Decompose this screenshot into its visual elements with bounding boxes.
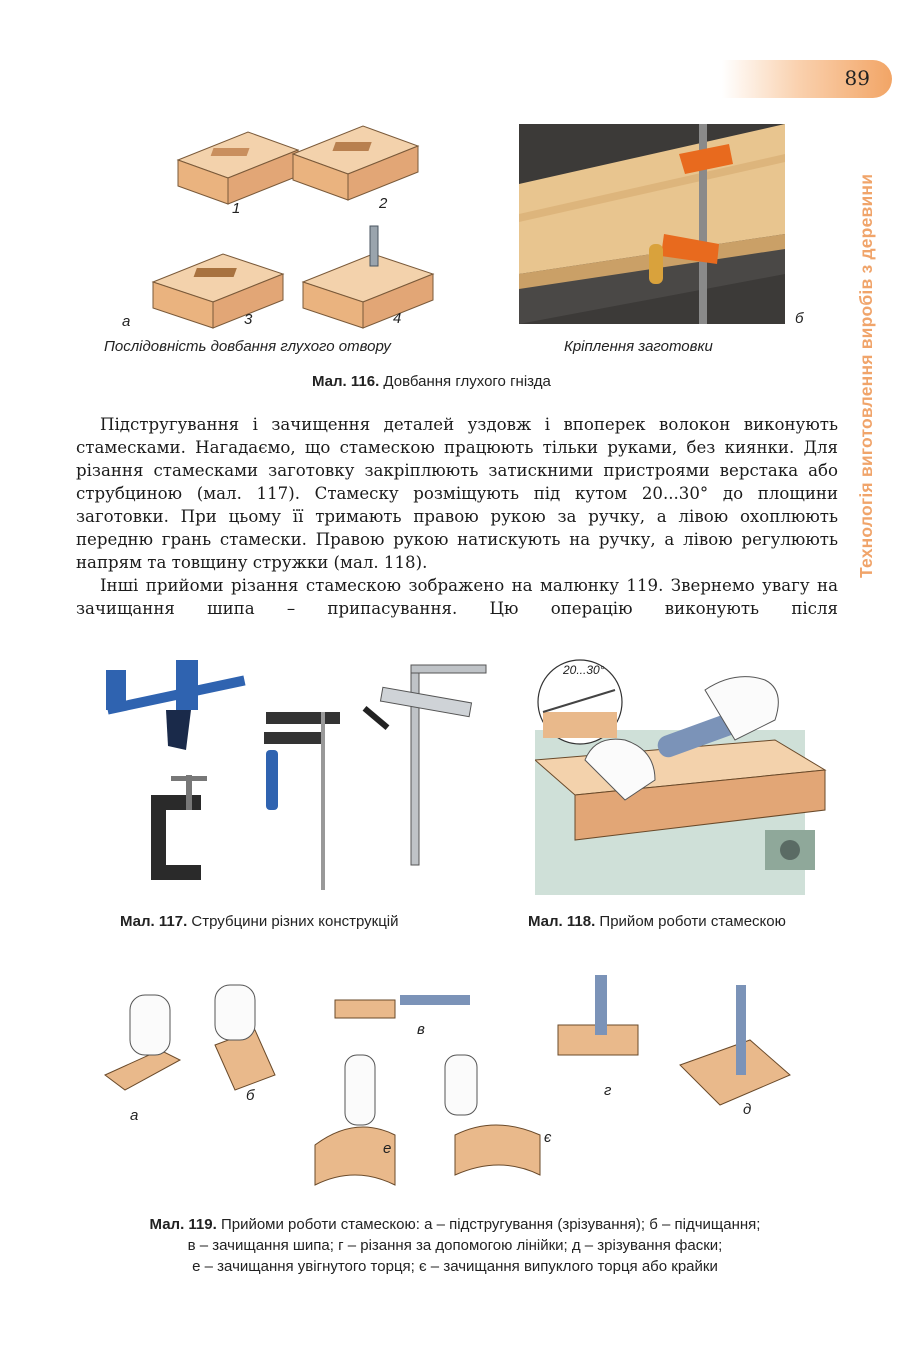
block-3 <box>153 254 283 328</box>
fig119-label-e: е <box>383 1140 392 1157</box>
fig119-caption-line-1 <box>60 1214 850 1235</box>
fig119-caption-line-3: е – зачищання увігнутого торця; є – зачищання випуклого торця або крайки <box>192 1258 718 1275</box>
fig118-caption-text: Прийом роботи стамескою <box>595 913 786 930</box>
fig117-caption-text: Струбцини різних конструкцій <box>187 913 399 930</box>
fig118-illustration <box>535 650 831 895</box>
page-number-tab <box>722 60 892 98</box>
fig116b-caption: Кріплення заготовки <box>564 338 713 355</box>
fig119-caption-line-2: в – зачищання шипа; г – різання за допомогою лінійки; д – зрізування фаски; <box>187 1237 723 1254</box>
body-paragraph-2: Інші прийоми різання стамескою зображено на малюнку 119. Звернемо увагу на зачищання шипа – припасування. Цю операцію виконують після <box>76 576 838 618</box>
fig116-step-3: 3 <box>244 311 253 328</box>
fig116-caption-text: Довбання глухого гнізда <box>379 373 551 390</box>
fig116b-photo <box>519 124 785 324</box>
block-2 <box>293 126 418 200</box>
technique-e <box>315 1055 395 1185</box>
fig116-label-b: б <box>795 310 804 327</box>
block-4 <box>303 226 433 328</box>
fig119-label-g: г <box>604 1082 612 1099</box>
fig119-caption <box>60 1214 850 1277</box>
fig116-step-1: 1 <box>232 200 241 217</box>
fig118-angle-label: 20...30° <box>563 663 605 677</box>
fig119-label-b: б <box>246 1087 255 1104</box>
fig116-label-a: а <box>122 313 131 330</box>
f-clamp <box>264 712 340 890</box>
block-1 <box>178 132 298 204</box>
fig118-caption <box>528 913 786 930</box>
fig119-label-a: а <box>130 1107 139 1124</box>
fig117-illustration <box>96 650 496 890</box>
fig116a-caption: Послідовність довбання глухого отвору <box>104 338 391 355</box>
fig116-step-4: 4 <box>393 310 402 327</box>
technique-b <box>215 985 275 1090</box>
fig116-step-2: 2 <box>379 195 388 212</box>
quick-clamp <box>106 660 246 750</box>
fig119-caption-num: Мал. 119. <box>149 1216 217 1233</box>
fig119-label-d: д <box>743 1101 752 1118</box>
technique-g <box>558 975 638 1055</box>
body-text <box>76 413 838 620</box>
fig117-caption-num: Мал. 117. <box>120 913 188 930</box>
technique-ye <box>445 1055 540 1175</box>
technique-v <box>335 995 470 1018</box>
technique-a <box>105 995 180 1090</box>
fig119-label-ye: є <box>544 1129 552 1146</box>
technique-d <box>680 985 790 1105</box>
sidebar-section-title: Технологія виготовлення виробів з деревини <box>856 173 876 578</box>
page-number: 89 <box>844 66 870 90</box>
fig117-caption <box>120 913 399 930</box>
fig116-caption-num: Мал. 116. <box>312 373 380 390</box>
body-paragraph-1: Підстругування і зачищення деталей уздовж і впоперек волокон виконують стамесками. Нагадаємо, що стамескою працюють тільки руками, без киянки. Для різання стамесками заготовку закріплюють затискними пристроями верстака або струбциною (мал. 117). Стамеску розміщують під кутом 20...30° до площини заготовки. При цьому її тримають правою рукою за ручку, а лівою охоплюють передню грань стамески. Правою рукою натискують на ручку, а лівою регулюють напрям та товщину стружки (мал. 118). <box>76 415 838 572</box>
fig119-caption-line-1-text: Прийоми роботи стамескою: а – підстругування (зрізування); б – підчищання; <box>216 1216 761 1233</box>
fig119-illustration <box>100 965 800 1195</box>
fig116a-illustration <box>138 122 448 332</box>
lever-clamp <box>363 665 486 865</box>
fig118-caption-num: Мал. 118. <box>528 913 596 930</box>
g-clamp <box>151 775 207 880</box>
fig116-caption <box>312 373 551 390</box>
fig119-label-v: в <box>417 1021 425 1038</box>
